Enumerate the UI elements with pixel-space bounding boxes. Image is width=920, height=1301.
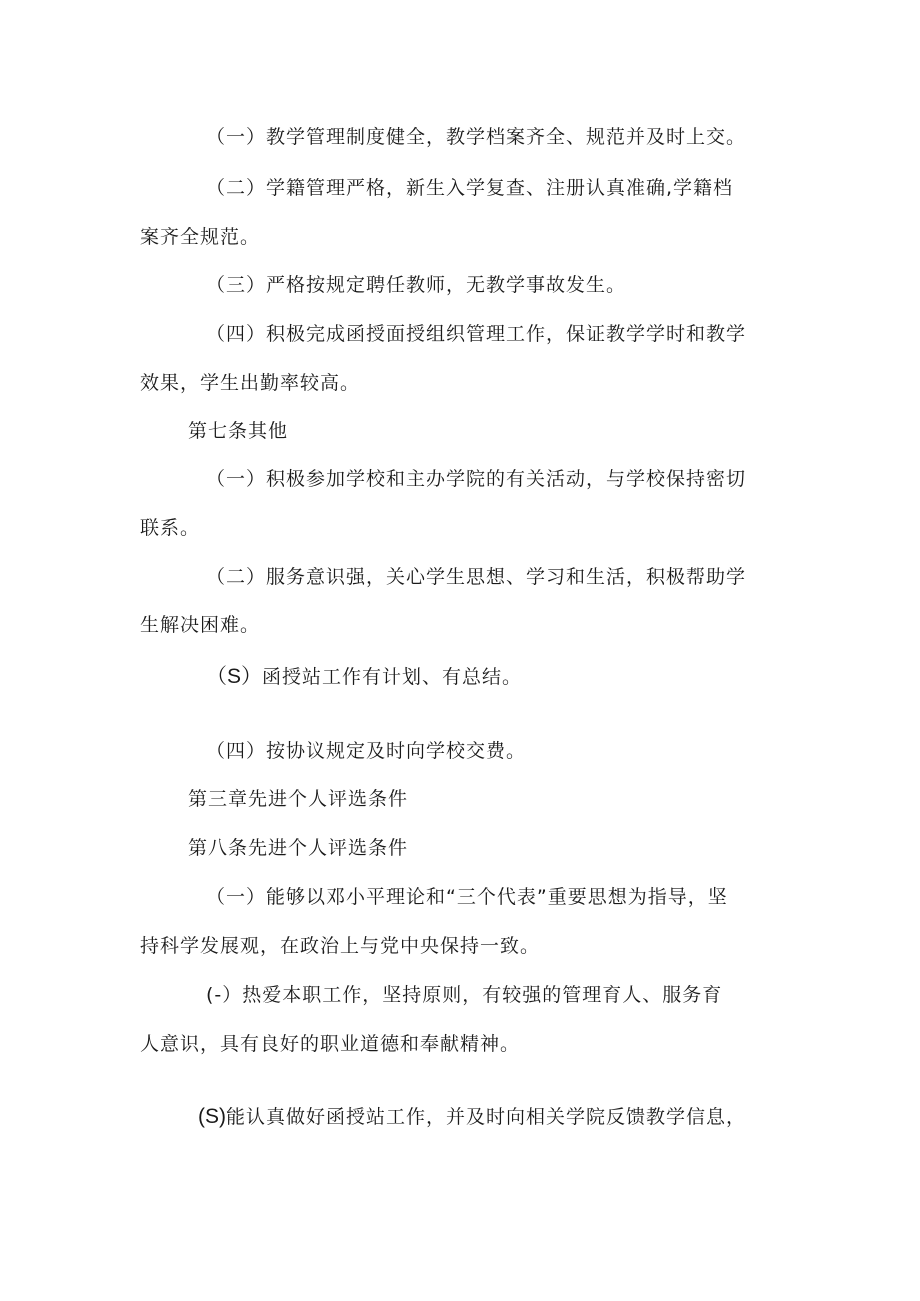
paragraph-line: （三）严格按规定聘任教师，无教学事故发生。 <box>206 274 627 296</box>
paragraph-line: 案齐全规范。 <box>140 226 261 248</box>
section-heading: 第八条先进个人评选条件 <box>188 837 409 859</box>
paragraph-line: 生解决困难。 <box>140 614 261 636</box>
paragraph-line: （一）积极参加学校和主办学院的有关活动，与学校保持密切 <box>206 468 747 490</box>
paragraph-line: （四）按协议规定及时向学校交费。 <box>206 740 527 762</box>
paragraph-line: （二）学籍管理严格，新生入学复查、注册认真准确,学籍档 <box>206 177 734 199</box>
paragraph-text: 能认真做好函授站工作，并及时向相关学院反馈教学信息， <box>226 1106 747 1128</box>
paragraph-line: 效果，学生出勤率较高。 <box>140 372 361 394</box>
list-marker: (S) <box>198 1105 226 1128</box>
paragraph-text: 函授站工作有计划、有总结。 <box>262 666 523 688</box>
paragraph-line: 人意识，具有良好的职业道德和奉献精神。 <box>140 1033 521 1055</box>
paragraph-line <box>206 665 522 689</box>
chapter-heading: 第三章先进个人评选条件 <box>188 788 409 810</box>
paragraph-line: （二）服务意识强，关心学生思想、学习和生活，积极帮助学 <box>206 566 747 588</box>
paragraph-line: (-）热爱本职工作，坚持原则，有较强的管理育人、服务育 <box>206 984 723 1006</box>
paragraph-line: 持科学发展观，在政治上与党中央保持一致。 <box>140 935 541 957</box>
section-heading: 第七条其他 <box>188 420 289 442</box>
paragraph-line: （一）教学管理制度健全，教学档案齐全、规范并及时上交。 <box>206 126 747 148</box>
list-marker: （S） <box>206 665 263 688</box>
paragraph-line: 联系。 <box>140 517 201 539</box>
paragraph-line: （四）积极完成函授面授组织管理工作，保证教学学时和教学 <box>206 323 747 345</box>
paragraph-line <box>198 1105 746 1129</box>
paragraph-line: （一）能够以邓小平理论和“三个代表”重要思想为指导，坚 <box>206 886 728 908</box>
